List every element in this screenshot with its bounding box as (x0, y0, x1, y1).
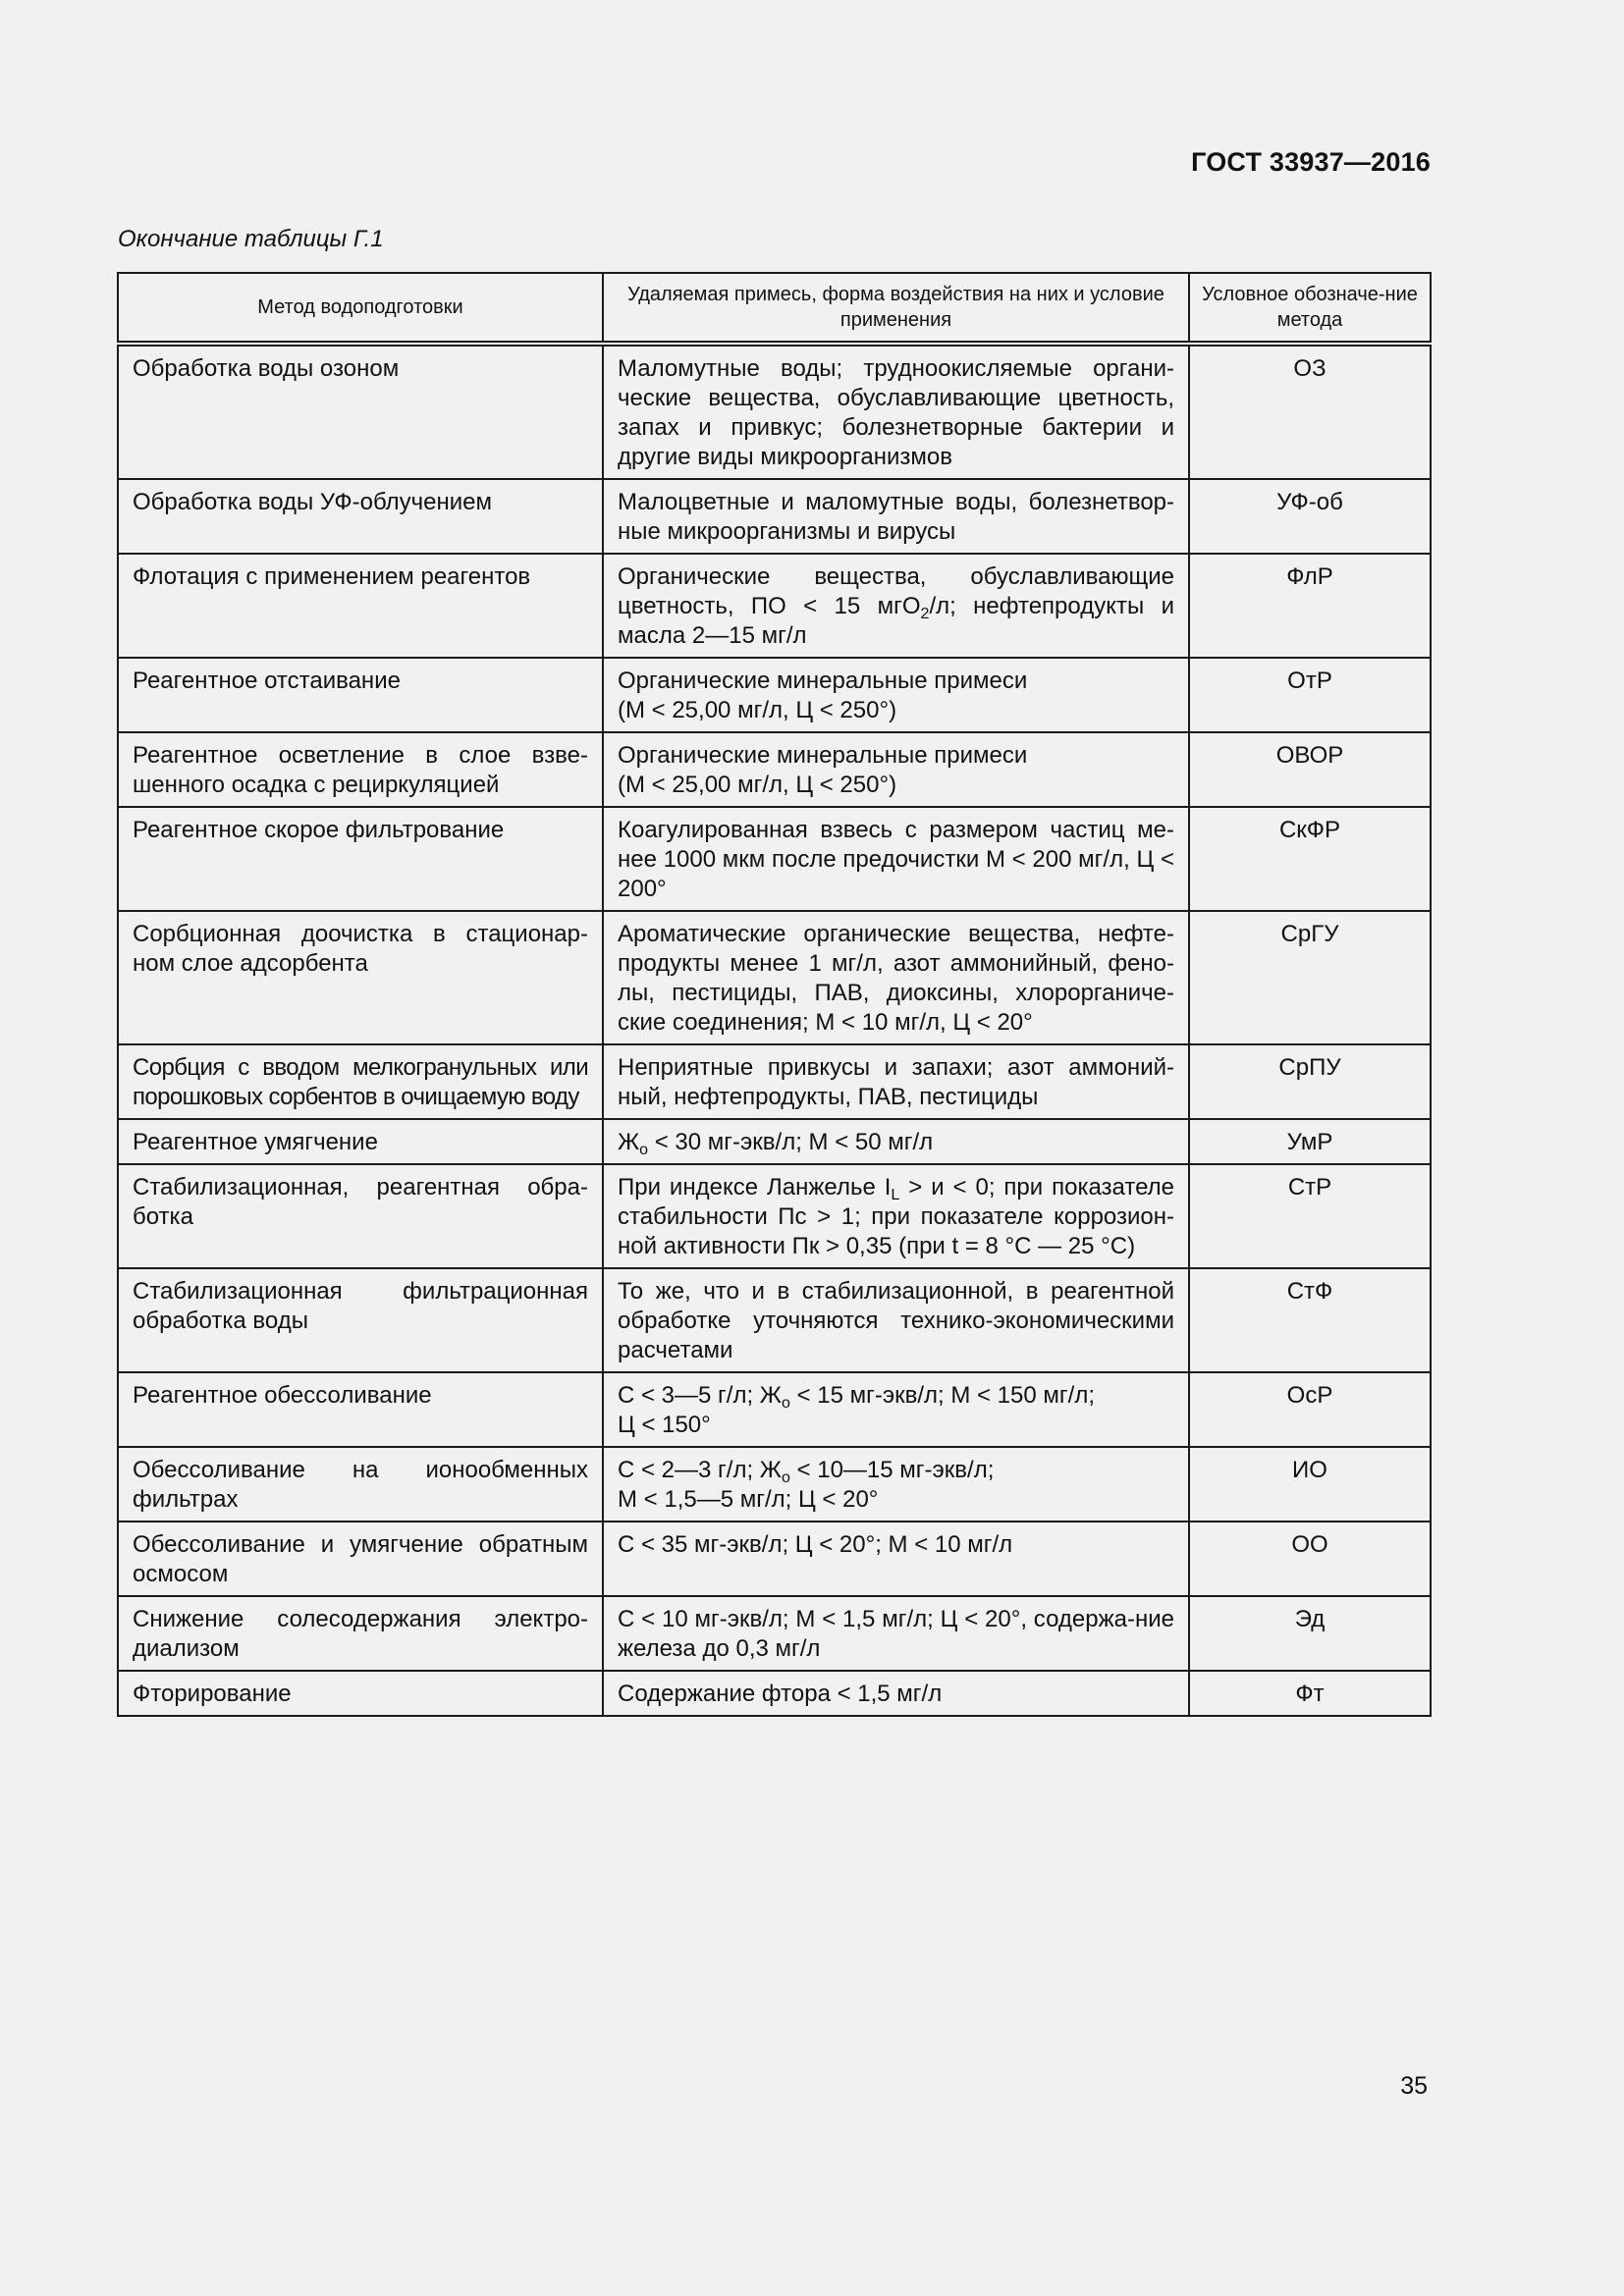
method-cell: Реагентное отстаивание (118, 658, 603, 732)
subscript: о (781, 1395, 790, 1412)
table-row (118, 554, 1431, 658)
code-cell: ОО (1189, 1522, 1431, 1596)
code-cell: СкФР (1189, 807, 1431, 911)
table-row (118, 1596, 1431, 1671)
code-cell: ИО (1189, 1447, 1431, 1522)
table-row (118, 1119, 1431, 1164)
method-cell: Фторирование (118, 1671, 603, 1716)
impurity-text: < 10—15 мг-экв/л; (789, 1457, 995, 1483)
method-cell: Обессоливание и умягчение обратным осмосом (118, 1522, 603, 1596)
impurity-text: При индексе Ланжелье I (618, 1174, 892, 1201)
impurity-line: Ц < 150° (618, 1412, 711, 1438)
impurity-cell: Маломутные воды; трудноокисляемые органи-ческие вещества, обуславливающие цветность, запах и привкус; болезнетворные бактерии и другие виды микроорганизмов (603, 344, 1189, 479)
code-cell: Фт (1189, 1671, 1431, 1716)
subscript: L (891, 1187, 900, 1203)
impurity-cell: С < 35 мг-экв/л; Ц < 20°; М < 10 мг/л (603, 1522, 1189, 1596)
table-row (118, 1372, 1431, 1447)
impurity-cell (603, 1119, 1189, 1164)
column-header-method: Метод водоподготовки (118, 273, 603, 344)
code-cell: СтФ (1189, 1268, 1431, 1372)
impurity-cell: То же, что и в стабилизационной, в реагентной обработке уточняются технико-экономическими расчетами (603, 1268, 1189, 1372)
table-row (118, 732, 1431, 807)
code-cell: СрПУ (1189, 1044, 1431, 1119)
impurity-text: С < 3—5 г/л; Ж (618, 1382, 782, 1409)
method-cell: Реагентное обессоливание (118, 1372, 603, 1447)
table-header-row (118, 273, 1431, 344)
impurity-cell (603, 1372, 1189, 1447)
impurity-cell: Коагулированная взвесь с размером частиц ме-нее 1000 мкм после предочистки М < 200 мг/л, Ц < 200° (603, 807, 1189, 911)
impurity-cell (603, 732, 1189, 807)
method-cell: Реагентное скорое фильтрование (118, 807, 603, 911)
method-cell: Реагентное осветление в слое взве-шенного осадка с рециркуляцией (118, 732, 603, 807)
code-cell: ОЗ (1189, 344, 1431, 479)
table-row (118, 1268, 1431, 1372)
impurity-line: Органические минеральные примеси (618, 742, 1028, 769)
impurity-line: (М < 25,00 мг/л, Ц < 250°) (618, 697, 897, 723)
method-cell: Флотация с применением реагентов (118, 554, 603, 658)
impurity-text: < 30 мг-экв/л; М < 50 мг/л (648, 1129, 934, 1155)
impurity-text: Органические вещества, обуславливающие цветность, ПО < 15 мгO (618, 563, 1174, 619)
impurity-cell (603, 658, 1189, 732)
impurity-text: Ж (618, 1129, 640, 1155)
code-cell: ФлР (1189, 554, 1431, 658)
table-row (118, 344, 1431, 479)
code-cell: ОтР (1189, 658, 1431, 732)
impurity-line: М < 1,5—5 мг/л; Ц < 20° (618, 1486, 879, 1513)
table-caption: Окончание таблицы Г.1 (118, 226, 384, 252)
impurity-line (618, 1381, 1174, 1411)
method-cell: Обессоливание на ионообменных фильтрах (118, 1447, 603, 1522)
table-row (118, 658, 1431, 732)
impurity-text: /л; нефтепродукты и масла 2—15 мг/л (618, 593, 1174, 649)
subscript: о (639, 1142, 649, 1158)
page-number: 35 (1400, 2072, 1428, 2100)
table-row (118, 1044, 1431, 1119)
impurity-cell: Неприятные привкусы и запахи; азот аммоний-ный, нефтепродукты, ПАВ, пестициды (603, 1044, 1189, 1119)
code-cell: ОВОР (1189, 732, 1431, 807)
method-cell: Реагентное умягчение (118, 1119, 603, 1164)
document-code: ГОСТ 33937—2016 (1191, 147, 1431, 177)
method-cell: Обработка воды УФ-облучением (118, 479, 603, 554)
impurity-cell (603, 1447, 1189, 1522)
impurity-cell (603, 1164, 1189, 1268)
code-cell: УмР (1189, 1119, 1431, 1164)
impurity-cell: Содержание фтора < 1,5 мг/л (603, 1671, 1189, 1716)
method-cell: Обработка воды озоном (118, 344, 603, 479)
impurity-cell: С < 10 мг-экв/л; М < 1,5 мг/л; Ц < 20°, содержа-ние железа до 0,3 мг/л (603, 1596, 1189, 1671)
impurity-text: > и < 0; при показателе стабильности Пс > 1; при показателе коррозион-ной активности Пк > 0,35 (при t = 8 °С — 25 °С) (618, 1174, 1174, 1259)
impurity-cell: Малоцветные и маломутные воды, болезнетвор-ные микроорганизмы и вирусы (603, 479, 1189, 554)
table-row (118, 807, 1431, 911)
method-cell: Стабилизационная, реагентная обра-ботка (118, 1164, 603, 1268)
column-header-code: Условное обозначе-ние метода (1189, 273, 1431, 344)
subscript: 2 (920, 606, 930, 622)
impurity-line: (М < 25,00 мг/л, Ц < 250°) (618, 772, 897, 798)
table-row (118, 1671, 1431, 1716)
code-cell: УФ-об (1189, 479, 1431, 554)
table-row (118, 1522, 1431, 1596)
water-treatment-table (117, 272, 1432, 1717)
impurity-line: Органические минеральные примеси (618, 667, 1028, 694)
impurity-text: < 15 мг-экв/л; М < 150 мг/л; (789, 1382, 1095, 1409)
impurity-text: С < 2—3 г/л; Ж (618, 1457, 782, 1483)
method-cell: Сорбционная доочистка в стационар-ном слое адсорбента (118, 911, 603, 1044)
table-row (118, 1447, 1431, 1522)
impurity-cell: Ароматические органические вещества, нефте-продукты менее 1 мг/л, азот аммонийный, фено-лы, пестициды, ПАВ, диоксины, хлорорганиче-ские соединения; М < 10 мг/л, Ц < 20° (603, 911, 1189, 1044)
table-row (118, 911, 1431, 1044)
column-header-impurity: Удаляемая примесь, форма воздействия на них и условие применения (603, 273, 1189, 344)
code-cell: СрГУ (1189, 911, 1431, 1044)
method-cell: Стабилизационная фильтрационная обработка воды (118, 1268, 603, 1372)
method-cell: Сорбция с вводом мелкогранульных или порошковых сорбентов в очищаемую воду (118, 1044, 603, 1119)
code-cell: Эд (1189, 1596, 1431, 1671)
table-row (118, 1164, 1431, 1268)
code-cell: СтР (1189, 1164, 1431, 1268)
method-cell: Снижение солесодержания электро-диализом (118, 1596, 603, 1671)
subscript: о (781, 1469, 790, 1486)
impurity-line (618, 1456, 1174, 1485)
table-row (118, 479, 1431, 554)
impurity-cell (603, 554, 1189, 658)
code-cell: ОсР (1189, 1372, 1431, 1447)
